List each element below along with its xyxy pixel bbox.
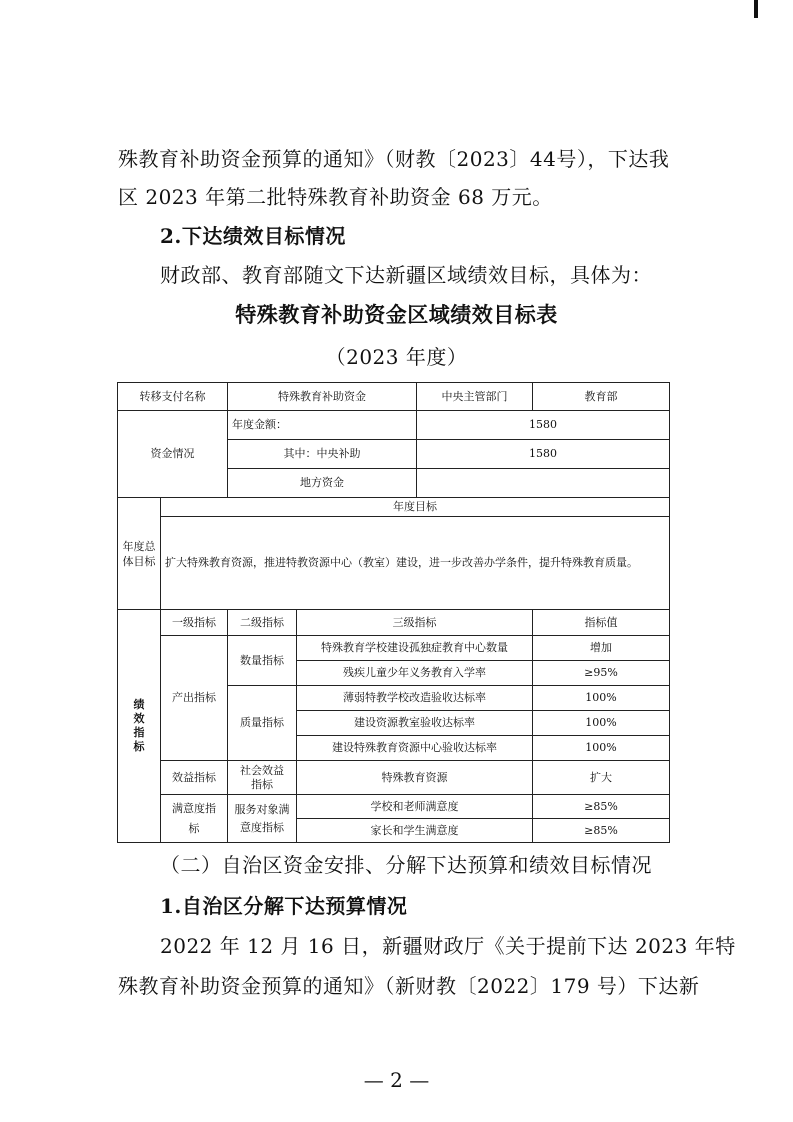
indicator-name: 特殊教育资源: [297, 761, 533, 795]
indicator-value: 100%: [533, 686, 670, 711]
funds-label: 资金情况: [118, 411, 228, 498]
service-satisfaction-label: 服务对象满意度指标: [228, 795, 297, 843]
table-row: [118, 498, 670, 517]
dept-label: 中央主管部门: [417, 383, 533, 411]
col-header-value: 指标值: [533, 610, 670, 636]
dept-value: 教育部: [533, 383, 670, 411]
indicator-name: 家长和学生满意度: [297, 819, 533, 843]
indicator-name: 特殊教育学校建设孤独症教育中心数量: [297, 636, 533, 661]
annual-goal-text: 扩大特殊教育资源，推进特教资源中心（教室）建设，进一步改善办学条件，提升特殊教育质量。: [161, 517, 670, 610]
social-benefit-label: 社会效益指标: [228, 761, 297, 795]
overall-goal-label: 年度总体目标: [118, 498, 161, 610]
local-funds-value: [417, 469, 670, 498]
table-row: [118, 411, 670, 440]
quality-indicator-label: 质量指标: [228, 686, 297, 761]
table-title: 特殊教育补助资金区域绩效目标表: [235, 302, 558, 327]
page-edge-mark: [754, 0, 758, 18]
paragraph-line: 区 2023 年第二批特殊教育补助资金 68 万元。: [118, 185, 553, 209]
subsection-heading: 1.自治区分解下达预算情况: [160, 894, 408, 918]
indicator-value: 扩大: [533, 761, 670, 795]
central-subsidy-label: 其中：中央补助: [228, 440, 417, 469]
transfer-name-value: 特殊教育补助资金: [228, 383, 417, 411]
section-heading: 2.下达绩效目标情况: [160, 224, 346, 248]
indicator-value: 增加: [533, 636, 670, 661]
table-row: [118, 383, 670, 411]
local-funds-label: 地方资金: [228, 469, 417, 498]
indicator-value: 100%: [533, 711, 670, 736]
indicator-name: 建设特殊教育资源中心验收达标率: [297, 736, 533, 761]
col-header-level3: 三级指标: [297, 610, 533, 636]
annual-amount-value: 1580: [417, 411, 670, 440]
col-header-level2: 二级指标: [228, 610, 297, 636]
indicator-value: ≥85%: [533, 819, 670, 843]
indicator-name: 建设资源教室验收达标率: [297, 711, 533, 736]
paragraph-line: 2022 年 12 月 16 日，新疆财政厅《关于提前下达 2023 年特: [160, 934, 736, 958]
page-number: — 2 —: [363, 1068, 430, 1092]
indicator-value: 100%: [533, 736, 670, 761]
annual-amount-label: 年度金额：: [228, 411, 417, 440]
table-subtitle: （2023 年度）: [325, 345, 468, 369]
central-subsidy-value: 1580: [417, 440, 670, 469]
performance-target-table: [117, 382, 670, 843]
quantity-indicator-label: 数量指标: [228, 636, 297, 686]
indicator-name: 学校和老师满意度: [297, 795, 533, 819]
indicator-name: 薄弱特教学校改造验收达标率: [297, 686, 533, 711]
section-heading: （二）自治区资金安排、分解下达预算和绩效目标情况: [160, 853, 652, 877]
transfer-name-label: 转移支付名称: [118, 383, 228, 411]
indicator-name: 残疾儿童少年义务教育入学率: [297, 661, 533, 686]
indicator-label: 绩效指标: [118, 610, 161, 843]
col-header-level1: 一级指标: [161, 610, 228, 636]
annual-goal-header: 年度目标: [161, 498, 670, 517]
benefit-indicator-label: 效益指标: [161, 761, 228, 795]
indicator-value: ≥95%: [533, 661, 670, 686]
paragraph-line: 殊教育补助资金预算的通知》（财教〔2023〕44号），下达我: [118, 147, 670, 171]
indicator-value: ≥85%: [533, 795, 670, 819]
output-indicator-label: 产出指标: [161, 636, 228, 761]
table-row: [118, 610, 670, 636]
table-row: [118, 761, 670, 795]
paragraph-line: 财政部、教育部随文下达新疆区域绩效目标，具体为：: [160, 263, 652, 287]
table-row: [118, 636, 670, 661]
paragraph-line: 殊教育补助资金预算的通知》（新财教〔2022〕179 号）下达新: [118, 974, 700, 998]
satisfaction-indicator-label: 满意度指标: [161, 795, 228, 843]
table-row: [118, 517, 670, 610]
table-row: [118, 795, 670, 819]
